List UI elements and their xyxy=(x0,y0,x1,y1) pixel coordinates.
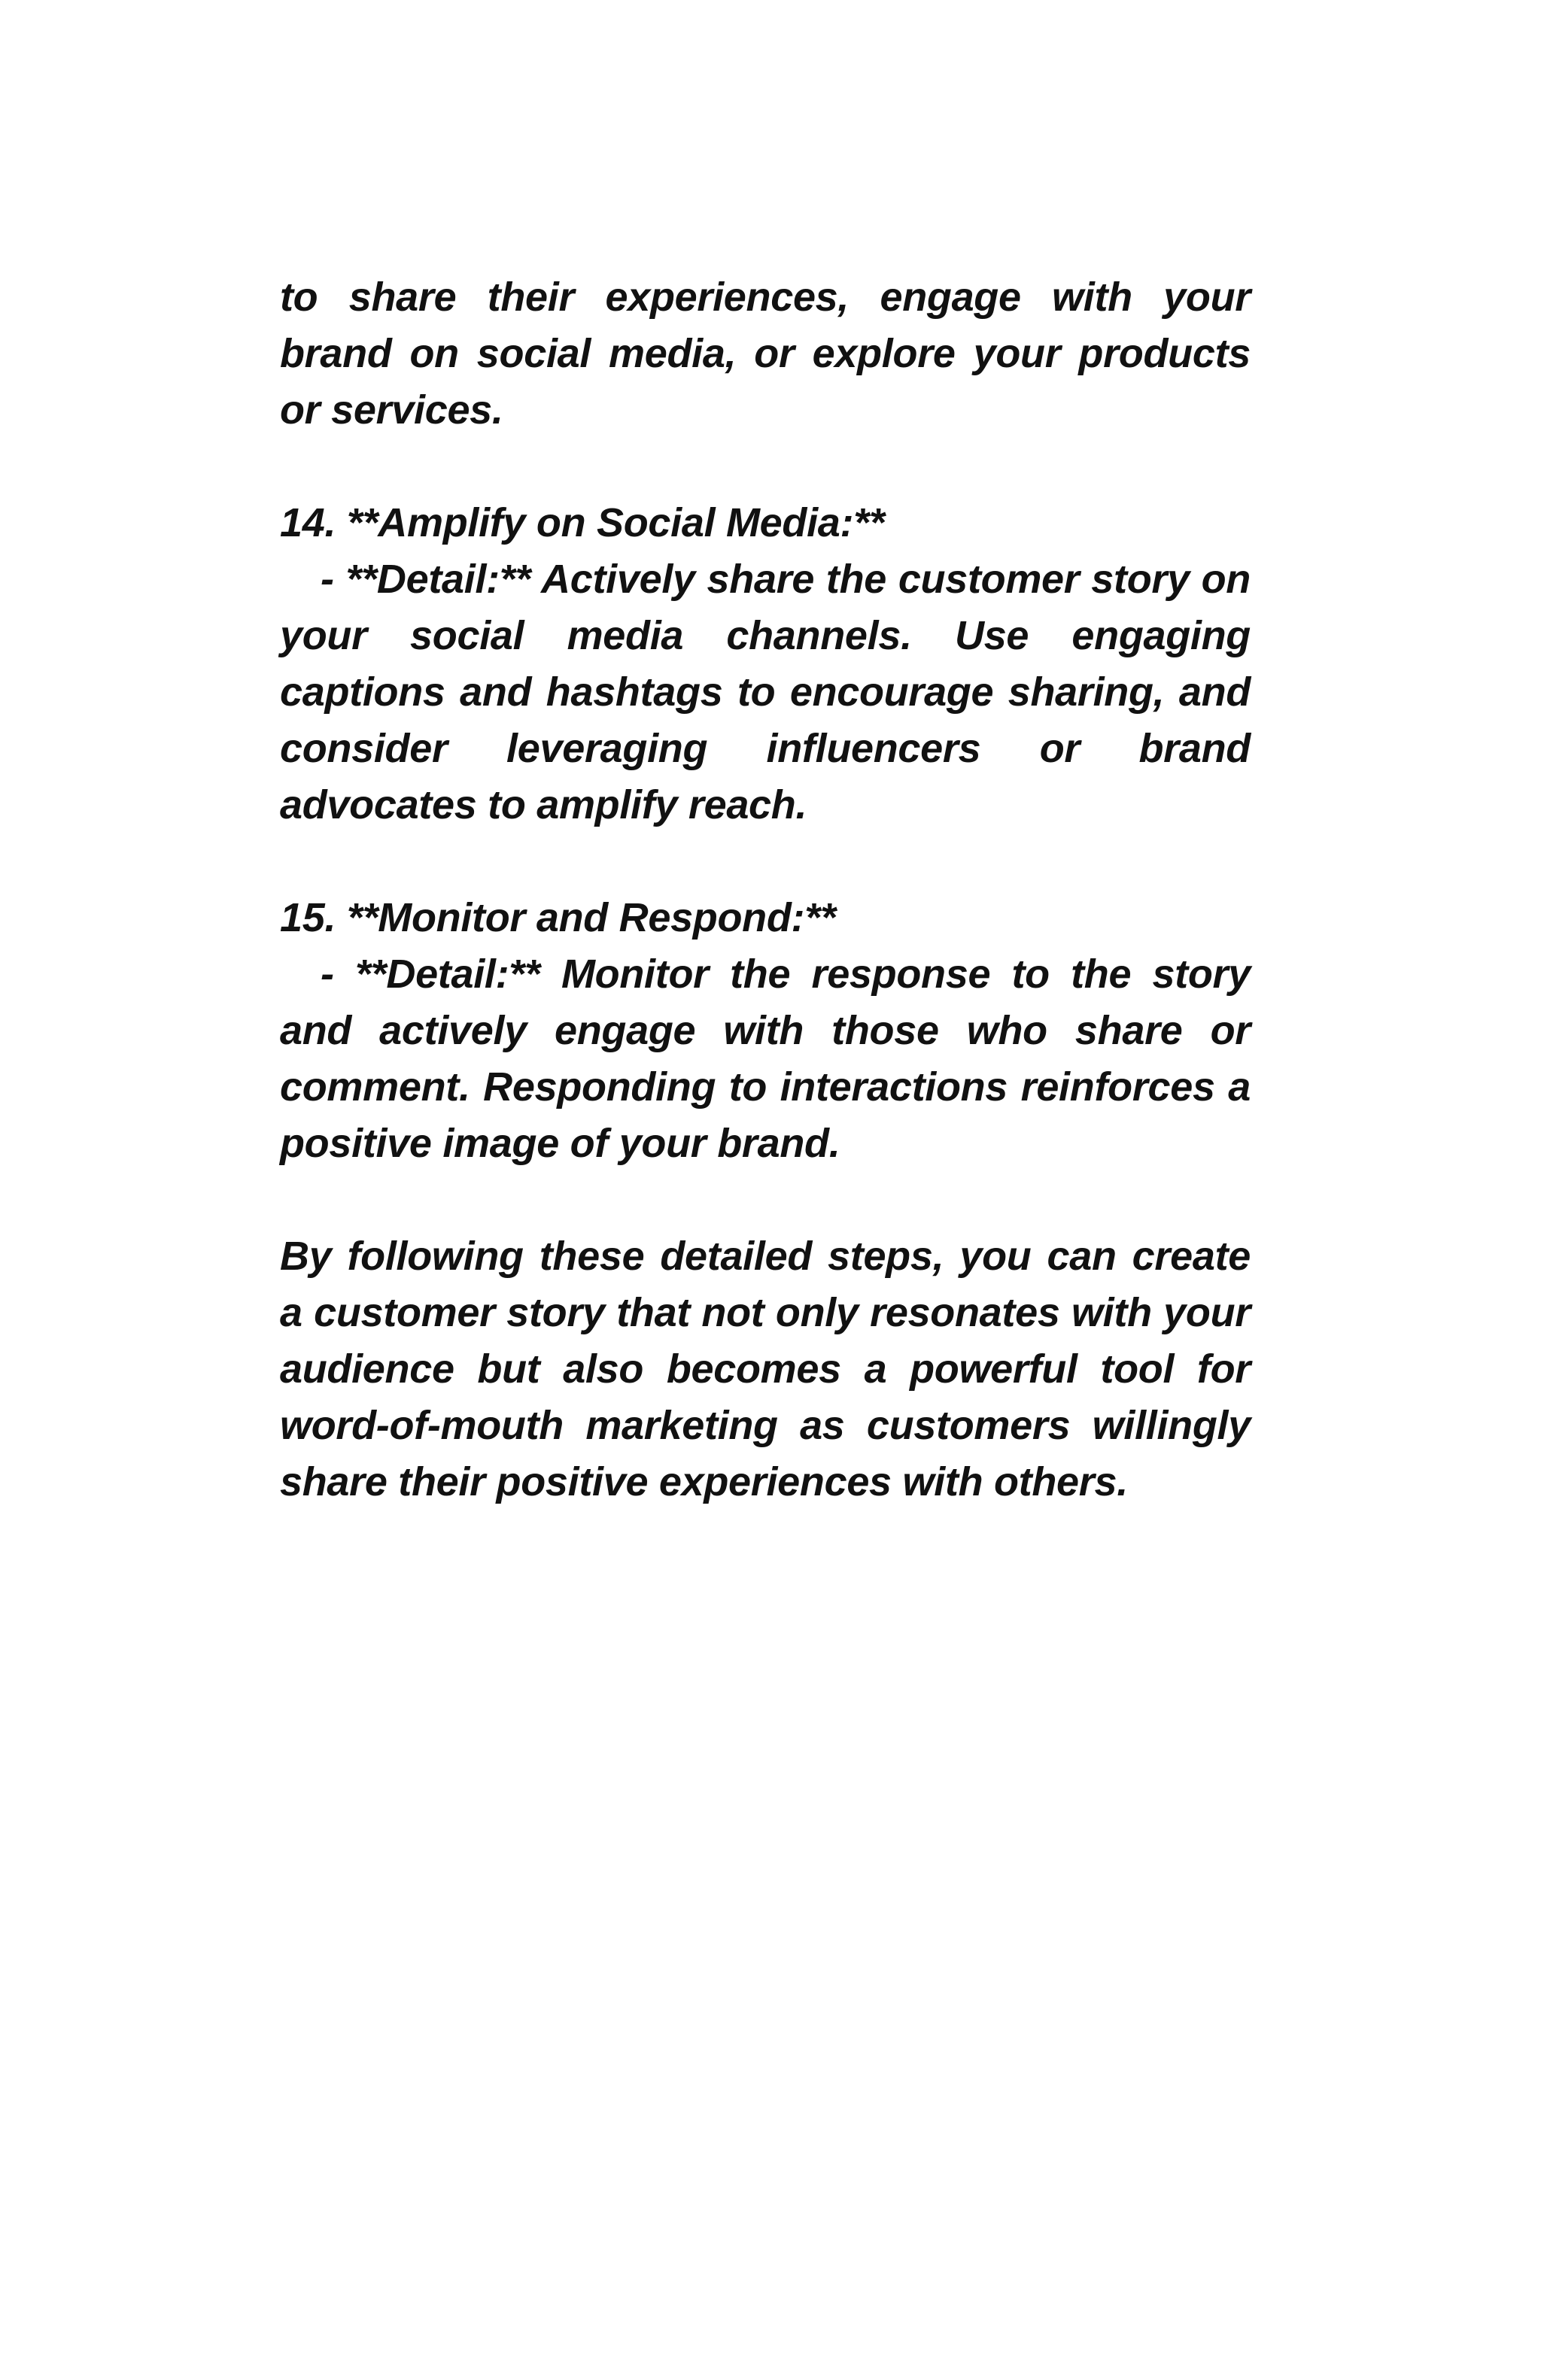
item-14-heading: 14. **Amplify on Social Media:** xyxy=(280,500,885,545)
item-14-detail: - **Detail:** Actively share the customer story on your social media channels. Use engaging captions and hashtags to encourage sharing, and consider leveraging influencers or brand advocates to amplify reach. xyxy=(280,557,1251,827)
paragraph-spacer xyxy=(280,1172,1251,1228)
conclusion-paragraph: By following these detailed steps, you can create a customer story that not only resonates with your audience but also becomes a powerful tool for word-of-mouth marketing as customers willingly share their positive experiences with others. xyxy=(280,1234,1251,1504)
list-item-15 xyxy=(280,890,1251,1172)
intro-paragraph: to share their experiences, engage with your brand on social media, or explore your products or services. xyxy=(280,275,1251,433)
paragraph-spacer xyxy=(280,833,1251,890)
document-page xyxy=(280,269,1251,1510)
item-15-heading: 15. **Monitor and Respond:** xyxy=(280,895,836,940)
item-15-detail: - **Detail:** Monitor the response to the story and actively engage with those who share or comment. Responding to interactions reinforces a positive image of your brand. xyxy=(280,952,1251,1166)
paragraph-spacer xyxy=(280,439,1251,495)
list-item-14 xyxy=(280,495,1251,833)
